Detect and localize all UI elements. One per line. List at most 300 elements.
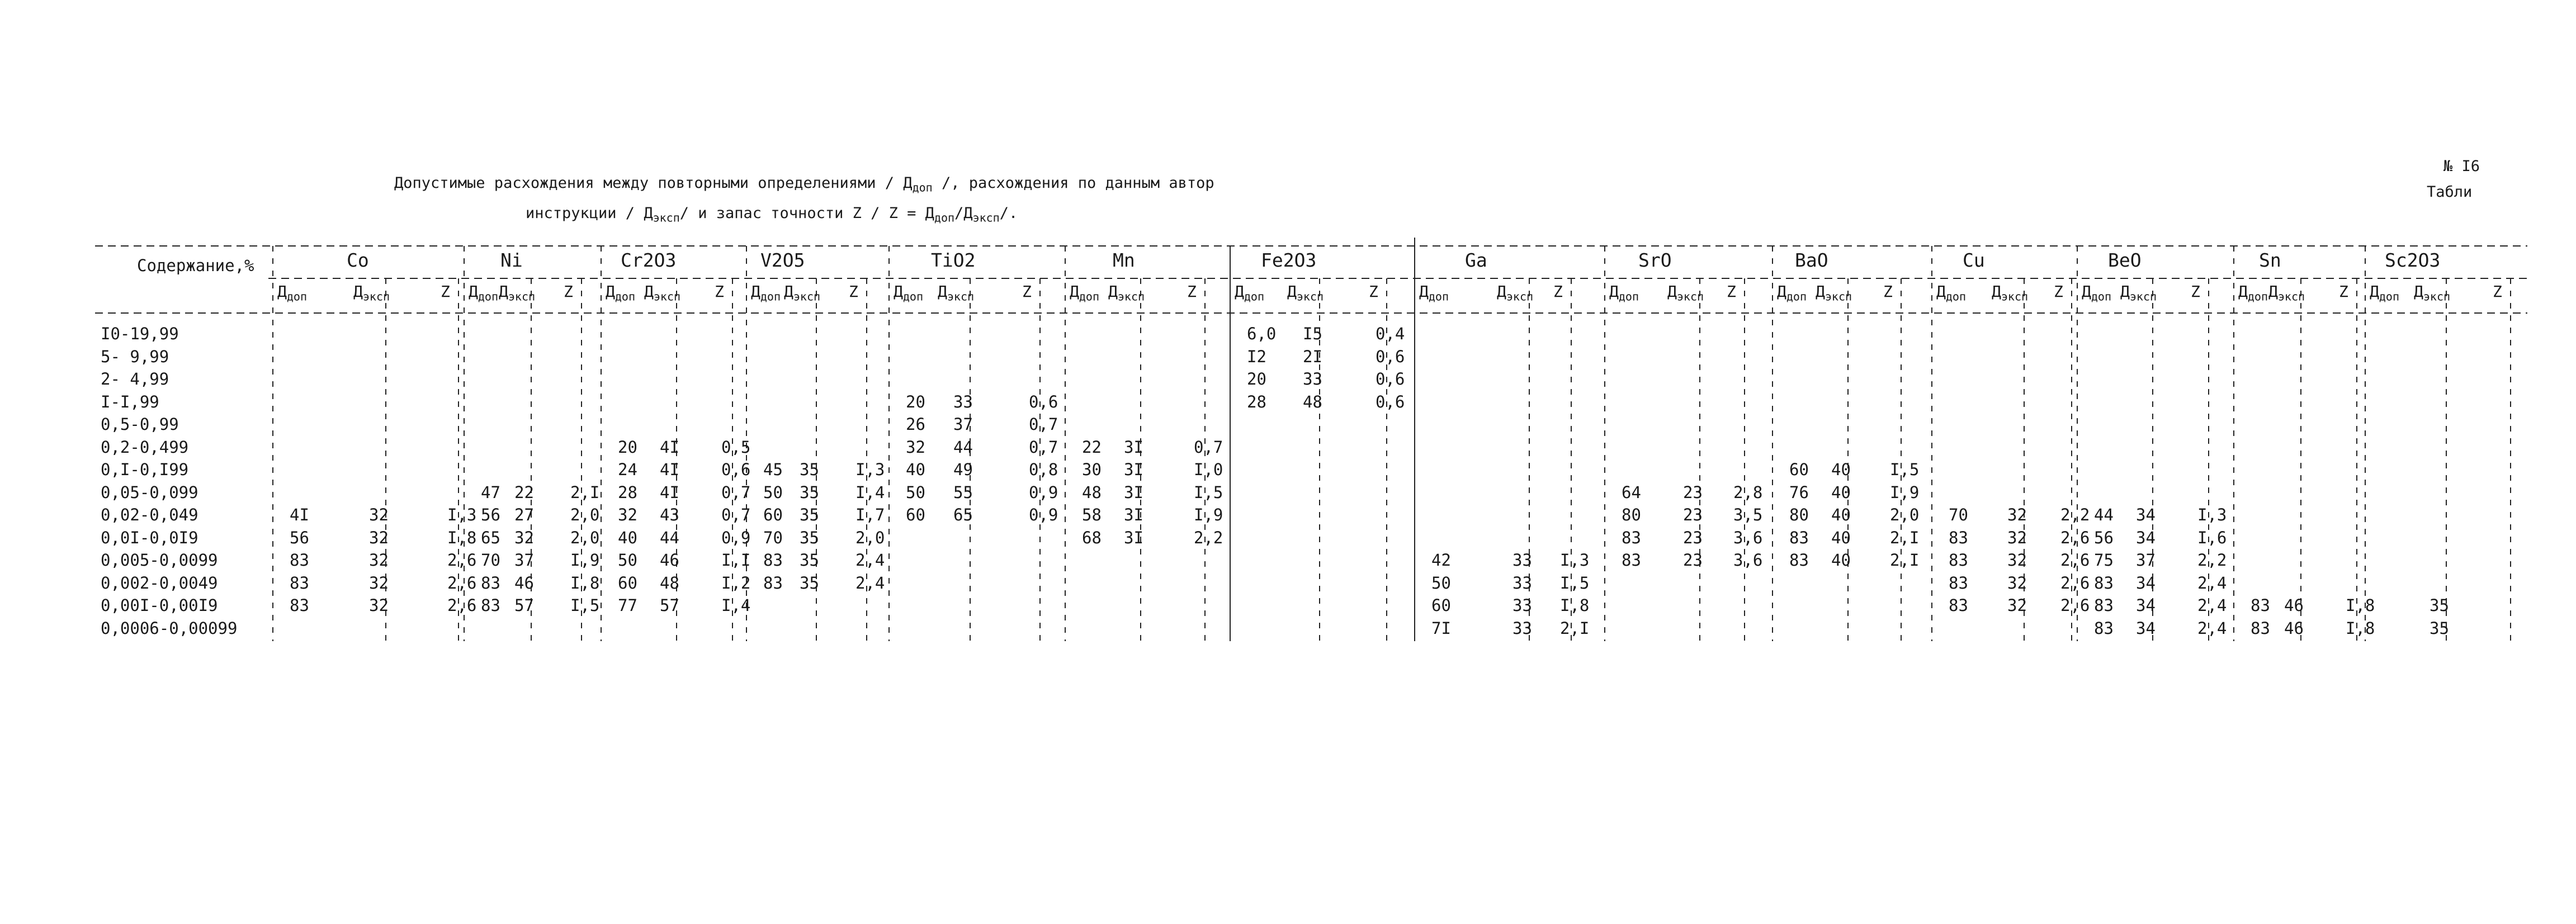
subheader-index: доп [1079,290,1099,304]
subheader-eksp-sro [1667,282,1704,304]
cell-v2o5-dop: 50 [763,482,783,502]
subheader-symbol: Z [849,282,858,301]
subheader-index: эксп [2001,290,2029,304]
cell-ga-z: I,5 [1560,573,1590,593]
row-label: 0,005-0,0099 [101,551,218,570]
subheader-symbol: Д [499,282,508,301]
cell-ni-eksp: 27 [514,505,534,524]
column-group-v2o5: V2O5 [760,249,805,271]
cell-fe2o3-eksp: I5 [1303,324,1322,343]
row-label: 0,2-0,499 [101,437,189,457]
subheader-symbol: Д [2370,282,2379,301]
column-group-ga: Ga [1465,249,1487,271]
cell-mn-eksp: 3I [1124,437,1143,457]
cell-cu-eksp: 32 [2007,573,2027,593]
cell-ni-z: I,9 [570,551,600,570]
subheader-symbol: Д [1108,282,1118,301]
cell-cu-z: 2,6 [2060,573,2090,593]
cell-beo-dop: 56 [2094,528,2114,547]
cell-cr2o3-dop: 40 [618,528,637,547]
cell-bao-dop: 83 [1789,551,1809,570]
subheader-eksp-co [353,282,390,304]
subheader-eksp-cu [1992,282,2028,304]
cell-beo-z: 2,4 [2197,596,2227,615]
row-label: I-I,99 [101,392,159,411]
subheader-symbol: Д [1816,282,1825,301]
row-label: 0,05-0,099 [101,482,198,502]
cell-bao-z: 2,0 [1890,505,1920,524]
cell-cu-dop: 83 [1949,551,1968,570]
subheader-dop-cr2o3 [606,282,635,304]
cell-cr2o3-eksp: 57 [660,596,679,615]
title-line-2-text: инструкции / Д [526,205,653,222]
column-group-mn: Mn [1113,249,1135,271]
cell-beo-z: I,6 [2197,528,2227,547]
cell-cr2o3-z: 0,9 [721,528,751,547]
cell-tio2-eksp: 37 [953,415,973,434]
subheader-index: эксп [793,290,821,304]
title-line-1-sub: доп [912,181,933,195]
cell-v2o5-dop: 70 [763,528,783,547]
cell-ga-dop: 60 [1431,596,1451,615]
subheader-symbol: Д [606,282,615,301]
cell-ni-dop: 65 [481,528,500,547]
cell-beo-dop: 83 [2094,618,2114,638]
cell-co-z: I,8 [447,528,477,547]
cell-cr2o3-eksp: 4I [660,460,679,479]
cell-ga-eksp: 33 [1512,551,1532,570]
cell-ga-dop: 50 [1431,573,1451,593]
subheader-dop-sn [2238,282,2268,304]
cell-tio2-eksp: 33 [953,392,973,411]
row-label: 0,00I-0,00I9 [101,596,218,615]
subheader-symbol: Д [2268,282,2278,301]
subheader-symbol: Z [2054,282,2063,301]
subheader-index: доп [2091,290,2111,304]
subheader-z-sn [2339,282,2348,301]
cell-sro-z: 2,8 [1733,482,1763,502]
subheader-symbol: Z [715,282,724,301]
subheader-eksp-v2o5 [784,282,820,304]
cell-cu-dop: 83 [1949,573,1968,593]
title-line-2-text-b: / и запас точности Z / Z = Д [679,205,934,222]
cell-tio2-z: 0,9 [1029,505,1058,524]
title-line-2-sub: эксп [653,211,680,225]
cell-sro-eksp: 23 [1683,482,1703,502]
subheader-index: эксп [2277,290,2305,304]
subheader-symbol: Д [353,282,363,301]
subheader-index: доп [2247,290,2268,304]
cell-cr2o3-z: 0,7 [721,505,751,524]
cell-ni-dop: 83 [481,573,500,593]
subheader-symbol: Д [469,282,478,301]
cell-co-dop: 83 [290,596,309,615]
cell-mn-z: 2,2 [1194,528,1223,547]
cell-cu-z: 2,2 [2060,505,2090,524]
cell-ga-z: I,3 [1560,551,1590,570]
cell-bao-dop: 80 [1789,505,1809,524]
subheader-symbol: Z [1883,282,1893,301]
cell-sn-eksp: 46 [2284,618,2304,638]
cell-ni-eksp: 37 [514,551,534,570]
subheader-symbol: Z [1369,282,1378,301]
cell-co-z: 2,6 [447,573,477,593]
subheader-dop-ga [1419,282,1449,304]
cell-sc2o3-eksp: 35 [2430,596,2449,615]
cell-beo-eksp: 34 [2136,505,2156,524]
subheader-z-ga [1553,282,1563,301]
subheader-index: эксп [2129,290,2157,304]
cell-mn-z: 0,7 [1194,437,1223,457]
subheader-symbol: Д [644,282,654,301]
subheader-symbol: Д [1936,282,1946,301]
subheader-index: доп [615,290,635,304]
cell-tio2-dop: 60 [906,505,925,524]
subheader-index: эксп [653,290,681,304]
subheader-dop-co [277,282,307,304]
cell-cu-eksp: 32 [2007,596,2027,615]
cell-mn-eksp: 3I [1124,482,1143,502]
cell-cu-dop: 83 [1949,528,1968,547]
subheader-symbol: Z [441,282,450,301]
cell-tio2-eksp: 55 [953,482,973,502]
subheader-eksp-mn [1108,282,1145,304]
cell-cr2o3-z: 0,7 [721,482,751,502]
cell-cr2o3-eksp: 4I [660,482,679,502]
row-label: 5- 9,99 [101,347,169,366]
table-number: № I6 [2443,158,2480,175]
cell-fe2o3-z: 0,6 [1376,369,1405,388]
cell-cr2o3-z: I,2 [721,573,751,593]
subheader-z-ni [564,282,573,301]
cell-v2o5-eksp: 35 [800,505,819,524]
subheader-dop-sro [1609,282,1639,304]
cell-cu-z: 2,6 [2060,528,2090,547]
cell-mn-eksp: 3I [1124,528,1143,547]
cell-fe2o3-z: 0,6 [1376,347,1405,366]
subheader-symbol: Д [751,282,760,301]
cell-v2o5-z: I,3 [855,460,885,479]
subheader-symbol: Z [1187,282,1197,301]
subheader-eksp-tio2 [938,282,974,304]
subheader-eksp-beo [2120,282,2157,304]
subheader-index: доп [478,290,498,304]
column-group-fe2o3: Fe2O3 [1261,249,1317,271]
cell-ga-dop: 42 [1431,551,1451,570]
cell-bao-eksp: 40 [1831,551,1851,570]
title-line-2-sub-b: доп [934,211,955,225]
cell-bao-dop: 60 [1789,460,1809,479]
cell-mn-dop: 58 [1082,505,1102,524]
subheader-dop-cu [1936,282,1966,304]
cell-cu-dop: 83 [1949,596,1968,615]
subheader-index: эксп [947,290,975,304]
subheader-symbol: Д [1667,282,1677,301]
row-label: 0,I-0,I99 [101,460,189,479]
subheader-symbol: Д [277,282,287,301]
subheader-symbol: Z [2493,282,2502,301]
cell-beo-z: 2,2 [2197,551,2227,570]
cell-ni-dop: 56 [481,505,500,524]
cell-beo-z: 2,4 [2197,573,2227,593]
cell-v2o5-eksp: 35 [800,528,819,547]
cell-fe2o3-eksp: 48 [1303,392,1322,411]
subheader-index: доп [286,290,307,304]
subheader-symbol: Д [2082,282,2091,301]
column-group-sn: Sn [2259,249,2281,271]
cell-co-eksp: 32 [369,551,389,570]
subheader-symbol: Д [2414,282,2423,301]
subheader-eksp-ga [1497,282,1533,304]
subheader-symbol: Д [2238,282,2248,301]
column-group-co: Co [347,249,369,271]
cell-bao-z: 2,I [1890,551,1920,570]
row-label: 0,0006-0,00099 [101,618,238,638]
cell-ga-z: I,8 [1560,596,1590,615]
cell-v2o5-dop: 83 [763,573,783,593]
cell-tio2-z: 0,9 [1029,482,1058,502]
subheader-z-co [441,282,450,301]
cell-fe2o3-dop: 6,0 [1247,324,1277,343]
row-label: 0,5-0,99 [101,415,179,434]
cell-sn-eksp: 46 [2284,596,2304,615]
column-group-ni: Ni [500,249,523,271]
cell-sro-dop: 80 [1622,505,1641,524]
cell-co-z: 2,6 [447,551,477,570]
subheader-symbol: Z [1553,282,1563,301]
subheader-index: доп [1945,290,1966,304]
cell-ga-eksp: 33 [1512,573,1532,593]
cell-beo-z: I,3 [2197,505,2227,524]
subheader-index: доп [1428,290,1449,304]
subheader-symbol: Z [1727,282,1736,301]
title-line-2-sub-c: эксп [972,211,1000,225]
cell-v2o5-z: I,7 [855,505,885,524]
cell-fe2o3-dop: I2 [1247,347,1266,366]
cell-tio2-z: 0,6 [1029,392,1058,411]
subheader-symbol: Д [938,282,947,301]
cell-sn-z: I,8 [2346,618,2375,638]
cell-beo-dop: 83 [2094,596,2114,615]
cell-ni-eksp: 46 [514,573,534,593]
subheader-symbol: Д [1992,282,2001,301]
title-line-2-text-c: /Д [954,205,973,222]
cell-bao-dop: 83 [1789,528,1809,547]
title-line-2-text-d: /. [999,205,1018,222]
cell-tio2-z: 0,7 [1029,437,1058,457]
subheader-symbol: Д [1609,282,1619,301]
cell-v2o5-eksp: 35 [800,551,819,570]
cell-tio2-dop: 50 [906,482,925,502]
cell-bao-z: I,5 [1890,460,1920,479]
cell-beo-eksp: 34 [2136,618,2156,638]
cell-ni-z: I,5 [570,596,600,615]
cell-mn-eksp: 3I [1124,460,1143,479]
subheader-symbol: Z [2339,282,2348,301]
subheader-index: эксп [508,290,536,304]
cell-v2o5-dop: 83 [763,551,783,570]
cell-co-eksp: 32 [369,573,389,593]
title-line-1-text: Допустимые расхождения между повторными определениями / Д [394,174,913,192]
cell-bao-eksp: 40 [1831,460,1851,479]
subheader-z-tio2 [1022,282,1032,301]
cell-co-eksp: 32 [369,528,389,547]
subheader-index: эксп [2423,290,2451,304]
subheader-z-v2o5 [849,282,858,301]
cell-ga-dop: 7I [1431,618,1451,638]
cell-ga-eksp: 33 [1512,618,1532,638]
subheader-symbol: Z [1022,282,1032,301]
cell-bao-eksp: 40 [1831,528,1851,547]
subheader-z-cr2o3 [715,282,724,301]
cell-cu-z: 2,6 [2060,596,2090,615]
row-header: Содержание,% [137,256,254,275]
subheader-z-mn [1187,282,1197,301]
subheader-symbol: Д [1777,282,1786,301]
subheader-index: эксп [1825,290,1852,304]
cell-cr2o3-dop: 24 [618,460,637,479]
cell-sc2o3-eksp: 35 [2430,618,2449,638]
cell-mn-z: I,5 [1194,482,1223,502]
cell-ni-eksp: 32 [514,528,534,547]
cell-bao-z: 2,I [1890,528,1920,547]
subheader-z-beo [2191,282,2200,301]
subheader-eksp-sc2o3 [2414,282,2450,304]
cell-co-z: I,3 [447,505,477,524]
subheader-dop-tio2 [894,282,923,304]
cell-sro-z: 3,6 [1733,551,1763,570]
cell-v2o5-z: 2,4 [855,573,885,593]
cell-bao-eksp: 40 [1831,482,1851,502]
cell-sro-z: 3,6 [1733,528,1763,547]
cell-co-dop: 83 [290,573,309,593]
cell-co-dop: 56 [290,528,309,547]
subheader-dop-mn [1070,282,1099,304]
cell-mn-dop: 22 [1082,437,1102,457]
subheader-z-cu [2054,282,2063,301]
subheader-eksp-bao [1816,282,1852,304]
subheader-symbol: Д [1235,282,1244,301]
subheader-symbol: Д [1497,282,1506,301]
cell-cr2o3-z: I,4 [721,596,751,615]
cell-sro-dop: 64 [1622,482,1641,502]
cell-beo-dop: 44 [2094,505,2114,524]
column-group-tio2: TiO2 [931,249,976,271]
column-group-sc2o3: Sc2O3 [2385,249,2441,271]
subheader-index: эксп [362,290,390,304]
subheader-symbol: Д [784,282,793,301]
cell-sn-z: I,8 [2346,596,2375,615]
cell-bao-z: I,9 [1890,482,1920,502]
cell-v2o5-dop: 60 [763,505,783,524]
cell-mn-eksp: 3I [1124,505,1143,524]
cell-tio2-z: 0,7 [1029,415,1058,434]
column-group-sro: SrO [1638,249,1672,271]
cell-ni-eksp: 57 [514,596,534,615]
cell-v2o5-z: I,4 [855,482,885,502]
cell-cr2o3-eksp: 4I [660,437,679,457]
cell-cr2o3-dop: 60 [618,573,637,593]
cell-co-eksp: 32 [369,505,389,524]
cell-tio2-eksp: 49 [953,460,973,479]
cell-tio2-z: 0,8 [1029,460,1058,479]
cell-cr2o3-eksp: 44 [660,528,679,547]
subheader-symbol: Д [894,282,903,301]
cell-sro-z: 3,5 [1733,505,1763,524]
cell-sro-eksp: 23 [1683,551,1703,570]
cell-fe2o3-eksp: 2I [1303,347,1322,366]
cell-tio2-eksp: 44 [953,437,973,457]
cell-beo-eksp: 34 [2136,596,2156,615]
row-label: 0,02-0,049 [101,505,198,524]
cell-cu-eksp: 32 [2007,551,2027,570]
row-label: 0,0I-0,0I9 [101,528,198,547]
cell-sro-dop: 83 [1622,528,1641,547]
cell-cr2o3-eksp: 43 [660,505,679,524]
cell-fe2o3-z: 0,6 [1376,392,1405,411]
cell-ni-dop: 70 [481,551,500,570]
row-label: I0-19,99 [101,324,179,343]
cell-bao-eksp: 40 [1831,505,1851,524]
subheader-symbol: Д [2120,282,2130,301]
row-label: 2- 4,99 [101,369,169,388]
subheader-z-sro [1727,282,1736,301]
cell-cr2o3-dop: 32 [618,505,637,524]
cell-beo-dop: 75 [2094,551,2114,570]
cell-sro-eksp: 23 [1683,505,1703,524]
subheader-z-bao [1883,282,1893,301]
subheader-index: доп [1244,290,1264,304]
cell-v2o5-z: 2,4 [855,551,885,570]
subheader-symbol: Д [1419,282,1429,301]
subheader-dop-beo [2082,282,2111,304]
subheader-index: эксп [1506,290,1534,304]
cell-beo-dop: 83 [2094,573,2114,593]
subheader-eksp-fe2o3 [1287,282,1324,304]
column-group-bao: BaO [1795,249,1828,271]
subheader-dop-ni [469,282,498,304]
cell-cr2o3-z: 0,5 [721,437,751,457]
cell-tio2-eksp: 65 [953,505,973,524]
cell-cu-z: 2,6 [2060,551,2090,570]
column-group-beo: BeO [2108,249,2142,271]
cell-ni-z: 2,0 [570,505,600,524]
subheader-symbol: Z [564,282,573,301]
subheader-index: доп [902,290,923,304]
subheader-dop-bao [1777,282,1807,304]
subheader-z-fe2o3 [1369,282,1378,301]
cell-ni-z: 2,I [570,482,600,502]
cell-ga-eksp: 33 [1512,596,1532,615]
cell-beo-eksp: 37 [2136,551,2156,570]
subheader-dop-v2o5 [751,282,781,304]
cell-sro-eksp: 23 [1683,528,1703,547]
cell-ni-dop: 47 [481,482,500,502]
subheader-index: доп [760,290,781,304]
cell-tio2-dop: 40 [906,460,925,479]
cell-fe2o3-z: 0,4 [1376,324,1405,343]
cell-beo-eksp: 34 [2136,528,2156,547]
cell-mn-dop: 68 [1082,528,1102,547]
cell-v2o5-eksp: 35 [800,482,819,502]
subheader-eksp-ni [499,282,535,304]
cell-co-eksp: 32 [369,596,389,615]
cell-cu-dop: 70 [1949,505,1968,524]
column-group-cr2o3: Cr2O3 [621,249,677,271]
cell-sn-dop: 83 [2251,618,2270,638]
subheader-index: доп [1618,290,1639,304]
cell-mn-dop: 48 [1082,482,1102,502]
